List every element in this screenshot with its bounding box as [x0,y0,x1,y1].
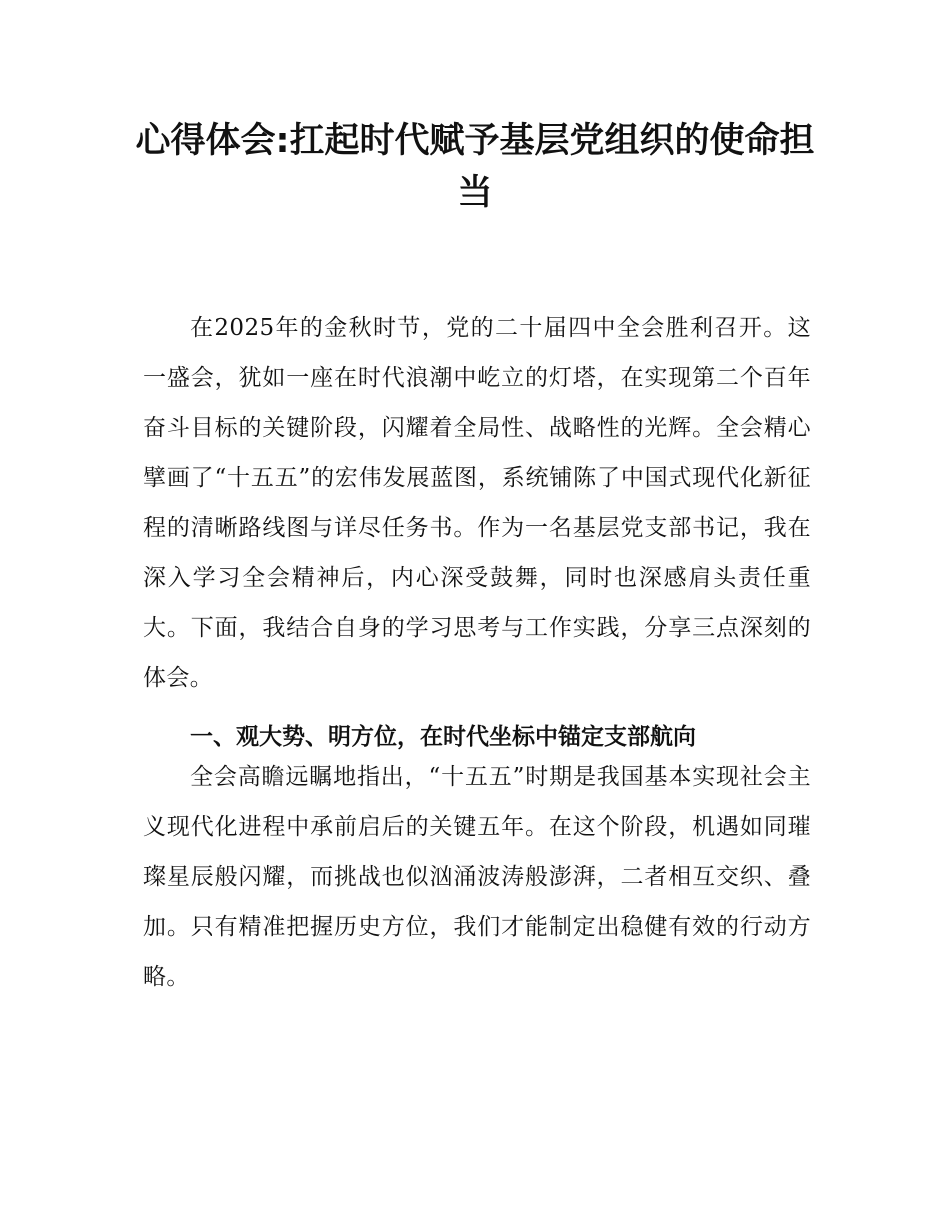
section-heading: 一、观大势、明方位，在时代坐标中锚定支部航向 [190,724,696,750]
document-title: 心得体会:扛起时代赋予基层党组织的使命担当 [135,121,815,213]
intro-paragraph: 在2025年的金秋时节，党的二十届四中全会胜利召开。这一盛会，犹如一座在时代浪潮中屹立的灯塔，在实现第二个百年奋斗目标的关键阶段，闪耀着全局性、战略性的光辉。全会精心擘画了“十五五”的宏伟发展蓝图，系统铺陈了中国式现代化新征程的清晰路线图与详尽任务书。作为一名基层党支部书记，我在深入学习全会精神后，内心深受鼓舞，同时也深感肩头责任重大。下面，我结合自身的学习思考与工作实践，分享三点深刻的体会。 [143,315,811,691]
section-paragraph: 全会高瞻远瞩地指出，“十五五”时期是我国基本实现社会主义现代化进程中承前启后的关键五年。在这个阶段，机遇如同璀璨星辰般闪耀，而挑战也似汹涌波涛般澎湃，二者相互交织、叠加。只有精准把握历史方位，我们才能制定出稳健有效的行动方略。 [143,764,811,990]
